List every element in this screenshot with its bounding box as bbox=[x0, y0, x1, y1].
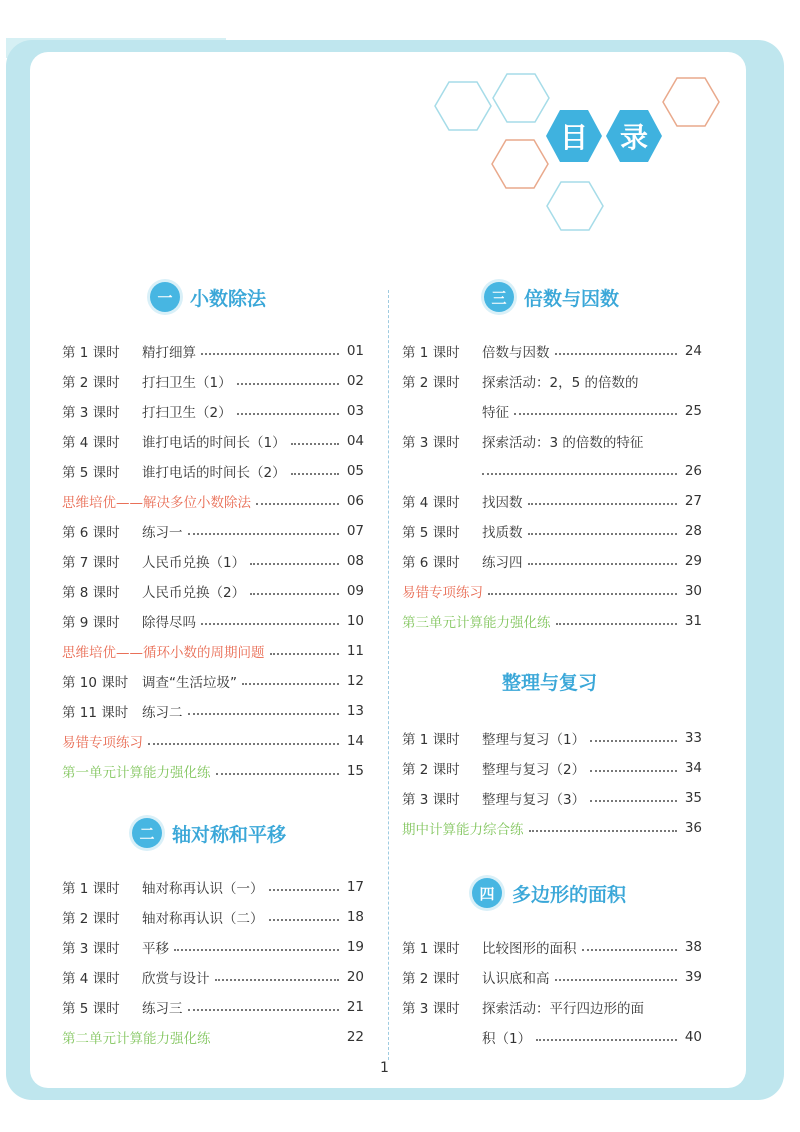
topic-label: 轴对称再认识（一） bbox=[142, 881, 264, 897]
leader-dots bbox=[590, 770, 677, 772]
topic-label: 整理与复习（3） bbox=[482, 792, 586, 808]
toc-entry[interactable] bbox=[62, 460, 364, 482]
section-heading-4 bbox=[472, 878, 626, 908]
topic-label: 谁打电话的时间长（1） bbox=[142, 435, 286, 451]
page-ref: 10 bbox=[346, 613, 364, 629]
page-ref: 29 bbox=[684, 553, 702, 569]
toc-entry-continuation[interactable] bbox=[482, 400, 702, 422]
page-ref: 21 bbox=[346, 999, 364, 1015]
lesson-label: 第 1 课时 bbox=[62, 881, 120, 897]
lesson-label: 第 5 课时 bbox=[62, 465, 120, 481]
leader-dots bbox=[201, 353, 339, 355]
lesson-label: 第 6 课时 bbox=[62, 525, 120, 541]
leader-dots bbox=[536, 1039, 677, 1041]
section-title: 倍数与因数 bbox=[524, 287, 620, 310]
leader-dots bbox=[528, 533, 678, 535]
page-ref: 36 bbox=[684, 820, 702, 836]
lesson-label: 第 1 课时 bbox=[402, 941, 460, 957]
toc-entry[interactable] bbox=[62, 936, 364, 958]
lesson-label: 第 2 课时 bbox=[402, 375, 460, 391]
page-ref: 34 bbox=[684, 760, 702, 776]
toc-entry-extension[interactable] bbox=[62, 640, 364, 662]
toc-entry[interactable] bbox=[62, 340, 364, 362]
page-ref: 40 bbox=[684, 1029, 702, 1045]
toc-entry-practice[interactable] bbox=[402, 580, 702, 602]
toc-entry-drill[interactable] bbox=[402, 610, 702, 632]
toc-entry[interactable] bbox=[62, 610, 364, 632]
toc-entry-drill[interactable] bbox=[62, 760, 364, 782]
topic-label: 第一单元计算能力强化练 bbox=[62, 765, 211, 781]
leader-dots bbox=[529, 830, 678, 832]
topic-label: 倍数与因数 bbox=[482, 345, 550, 361]
leader-dots bbox=[188, 713, 340, 715]
toc-entry-practice[interactable] bbox=[62, 730, 364, 752]
topic-label: 练习二 bbox=[142, 705, 183, 721]
leader-dots bbox=[555, 979, 678, 981]
topic-label: 平移 bbox=[142, 941, 169, 957]
lesson-label: 第 10 课时 bbox=[62, 675, 129, 691]
page-ref: 28 bbox=[684, 523, 702, 539]
leader-dots bbox=[556, 623, 678, 625]
topic-label: 练习三 bbox=[142, 1001, 183, 1017]
page-ref: 31 bbox=[684, 613, 702, 629]
topic-label: 易错专项练习 bbox=[62, 735, 143, 751]
topic-label: 除得尽吗 bbox=[142, 615, 196, 631]
section-heading-1 bbox=[150, 282, 266, 312]
page-ref: 02 bbox=[346, 373, 364, 389]
topic-label: 练习一 bbox=[142, 525, 183, 541]
section-number-badge: 三 bbox=[484, 282, 514, 312]
lesson-label: 第 4 课时 bbox=[62, 435, 120, 451]
page-ref: 12 bbox=[346, 673, 364, 689]
leader-dots bbox=[237, 413, 339, 415]
leader-dots bbox=[269, 919, 340, 921]
page-ref: 05 bbox=[346, 463, 364, 479]
topic-label: 整理与复习（2） bbox=[482, 762, 586, 778]
toc-entry[interactable] bbox=[62, 580, 364, 602]
section-title: 整理与复习 bbox=[502, 672, 598, 694]
leader-dots bbox=[250, 593, 339, 595]
section-title: 小数除法 bbox=[190, 287, 267, 310]
section-heading-review bbox=[502, 668, 597, 695]
page-ref: 30 bbox=[684, 583, 702, 599]
leader-dots bbox=[590, 800, 677, 802]
leader-dots bbox=[482, 473, 677, 475]
lesson-label: 第 6 课时 bbox=[402, 555, 460, 571]
page-ref: 04 bbox=[346, 433, 364, 449]
toc-entry[interactable] bbox=[402, 340, 702, 362]
page-ref: 08 bbox=[346, 553, 364, 569]
toc-entry[interactable] bbox=[402, 430, 702, 452]
topic-label: 找质数 bbox=[482, 525, 523, 541]
toc-entry[interactable] bbox=[402, 936, 702, 958]
lesson-label: 第 3 课时 bbox=[402, 435, 460, 451]
toc-entry[interactable] bbox=[62, 966, 364, 988]
toc-entry[interactable] bbox=[402, 757, 702, 779]
page-ref: 20 bbox=[346, 969, 364, 985]
page-ref: 09 bbox=[346, 583, 364, 599]
leader-dots bbox=[528, 503, 678, 505]
toc-entry[interactable] bbox=[62, 550, 364, 572]
page-ref: 25 bbox=[684, 403, 702, 419]
leader-dots bbox=[514, 413, 677, 415]
topic-label: 打扫卫生（2） bbox=[142, 405, 232, 421]
leader-dots bbox=[555, 353, 678, 355]
lesson-label: 第 3 课时 bbox=[402, 1001, 460, 1017]
page-ref: 18 bbox=[346, 909, 364, 925]
section-title: 多边形的面积 bbox=[512, 883, 627, 906]
topic-label: 比较图形的面积 bbox=[482, 941, 577, 957]
lesson-label: 第 11 课时 bbox=[62, 705, 129, 721]
lesson-label: 第 7 课时 bbox=[62, 555, 120, 571]
leader-dots bbox=[528, 563, 678, 565]
toc-entry[interactable] bbox=[62, 906, 364, 928]
page-ref: 26 bbox=[684, 463, 702, 479]
topic-label: 人民币兑换（1） bbox=[142, 555, 246, 571]
page-ref: 27 bbox=[684, 493, 702, 509]
page-ref: 01 bbox=[346, 343, 364, 359]
leader-dots bbox=[582, 949, 678, 951]
section-heading-3 bbox=[484, 282, 619, 312]
toc-entry[interactable] bbox=[62, 700, 364, 722]
toc-entry[interactable] bbox=[402, 727, 702, 749]
toc-entry[interactable] bbox=[62, 996, 364, 1018]
topic-label: 练习四 bbox=[482, 555, 523, 571]
topic-label: 谁打电话的时间长（2） bbox=[142, 465, 286, 481]
lesson-label: 第 1 课时 bbox=[402, 345, 460, 361]
leader-dots bbox=[174, 949, 339, 951]
lesson-label: 第 3 课时 bbox=[62, 941, 120, 957]
topic-label: 特征 bbox=[482, 405, 509, 421]
topic-label: 找因数 bbox=[482, 495, 523, 511]
leader-dots bbox=[237, 383, 339, 385]
topic-label: 调查“生活垃圾” bbox=[142, 675, 237, 691]
toc-entry[interactable] bbox=[402, 370, 702, 392]
topic-label: 探索活动：平行四边形的面 bbox=[482, 1001, 644, 1017]
lesson-label: 第 2 课时 bbox=[402, 971, 460, 987]
leader-dots bbox=[590, 740, 677, 742]
lesson-label: 第 3 课时 bbox=[402, 792, 460, 808]
toc-entry[interactable] bbox=[402, 966, 702, 988]
page-ref: 13 bbox=[346, 703, 364, 719]
leader-dots bbox=[269, 889, 340, 891]
topic-label: 认识底和高 bbox=[482, 971, 550, 987]
page-ref: 19 bbox=[346, 939, 364, 955]
title-char-2: 录 bbox=[620, 121, 649, 154]
topic-label: 整理与复习（1） bbox=[482, 732, 586, 748]
page-ref: 38 bbox=[684, 939, 702, 955]
topic-label: 积（1） bbox=[482, 1031, 532, 1047]
toc-entry-continuation[interactable] bbox=[482, 1026, 702, 1048]
lesson-label: 第 4 课时 bbox=[62, 971, 120, 987]
toc-entry-continuation[interactable] bbox=[482, 460, 702, 482]
section-number-badge: 二 bbox=[132, 818, 162, 848]
page-ref: 35 bbox=[684, 790, 702, 806]
leader-dots bbox=[216, 773, 340, 775]
toc-entry[interactable] bbox=[402, 520, 702, 542]
leader-dots bbox=[291, 443, 339, 445]
leader-dots bbox=[188, 533, 340, 535]
title-char-1: 目 bbox=[560, 121, 589, 154]
leader-dots bbox=[188, 1009, 340, 1011]
toc-entry[interactable] bbox=[402, 490, 702, 512]
lesson-label: 第 2 课时 bbox=[62, 375, 120, 391]
topic-label: 思维培优——解决多位小数除法 bbox=[62, 495, 251, 511]
section-number-badge: 一 bbox=[150, 282, 180, 312]
lesson-label: 第 8 课时 bbox=[62, 585, 120, 601]
lesson-label: 第 3 课时 bbox=[62, 405, 120, 421]
page-ref: 06 bbox=[346, 493, 364, 509]
leader-dots bbox=[201, 623, 339, 625]
leader-dots bbox=[242, 683, 339, 685]
lesson-label: 第 2 课时 bbox=[402, 762, 460, 778]
leader-dots bbox=[215, 979, 340, 981]
page-ref: 07 bbox=[346, 523, 364, 539]
page-ref: 33 bbox=[684, 730, 702, 746]
toc-entry[interactable] bbox=[402, 787, 702, 809]
toc-entry[interactable] bbox=[62, 670, 364, 692]
page-ref: 15 bbox=[346, 763, 364, 779]
toc-entry[interactable] bbox=[62, 430, 364, 452]
lesson-label: 第 2 课时 bbox=[62, 911, 120, 927]
lesson-label: 第 4 课时 bbox=[402, 495, 460, 511]
toc-entry[interactable] bbox=[62, 520, 364, 542]
topic-label: 第二单元计算能力强化练 bbox=[62, 1031, 211, 1047]
leader-dots bbox=[291, 473, 339, 475]
leader-dots bbox=[148, 743, 339, 745]
page-ref: 11 bbox=[346, 643, 364, 659]
topic-label: 第三单元计算能力强化练 bbox=[402, 615, 551, 631]
lesson-label: 第 1 课时 bbox=[402, 732, 460, 748]
leader-dots bbox=[250, 563, 339, 565]
leader-spacer bbox=[216, 1039, 340, 1041]
toc-entry-extension[interactable] bbox=[62, 490, 364, 512]
topic-label: 期中计算能力综合练 bbox=[402, 822, 524, 838]
toc-entry-drill[interactable] bbox=[402, 817, 702, 839]
page-ref: 39 bbox=[684, 969, 702, 985]
lesson-label: 第 1 课时 bbox=[62, 345, 120, 361]
leader-dots bbox=[270, 653, 340, 655]
lesson-label: 第 9 课时 bbox=[62, 615, 120, 631]
toc-entry[interactable] bbox=[62, 876, 364, 898]
page-ref: 24 bbox=[684, 343, 702, 359]
toc-entry[interactable] bbox=[402, 550, 702, 572]
toc-entry[interactable] bbox=[62, 400, 364, 422]
column-divider bbox=[388, 290, 389, 1060]
topic-label: 人民币兑换（2） bbox=[142, 585, 246, 601]
toc-entry-drill[interactable] bbox=[62, 1026, 364, 1048]
page-ref: 22 bbox=[346, 1029, 364, 1045]
section-heading-2 bbox=[132, 818, 286, 848]
section-title: 轴对称和平移 bbox=[172, 823, 287, 846]
leader-dots bbox=[256, 503, 339, 505]
toc-entry[interactable] bbox=[62, 370, 364, 392]
topic-label: 思维培优——循环小数的周期问题 bbox=[62, 645, 265, 661]
lesson-label: 第 5 课时 bbox=[62, 1001, 120, 1017]
topic-label: 精打细算 bbox=[142, 345, 196, 361]
topic-label: 轴对称再认识（二） bbox=[142, 911, 264, 927]
lesson-label: 第 5 课时 bbox=[402, 525, 460, 541]
page-ref: 14 bbox=[346, 733, 364, 749]
leader-dots bbox=[488, 593, 677, 595]
topic-label: 打扫卫生（1） bbox=[142, 375, 232, 391]
topic-label: 探索活动：3 的倍数的特征 bbox=[482, 435, 644, 451]
page-ref: 17 bbox=[346, 879, 364, 895]
topic-label: 欣赏与设计 bbox=[142, 971, 210, 987]
page-number: 1 bbox=[380, 1060, 389, 1076]
section-number-badge: 四 bbox=[472, 878, 502, 908]
topic-label: 易错专项练习 bbox=[402, 585, 483, 601]
toc-entry[interactable] bbox=[402, 996, 702, 1018]
topic-label: 探索活动：2，5 的倍数的 bbox=[482, 375, 639, 391]
page-ref: 03 bbox=[346, 403, 364, 419]
